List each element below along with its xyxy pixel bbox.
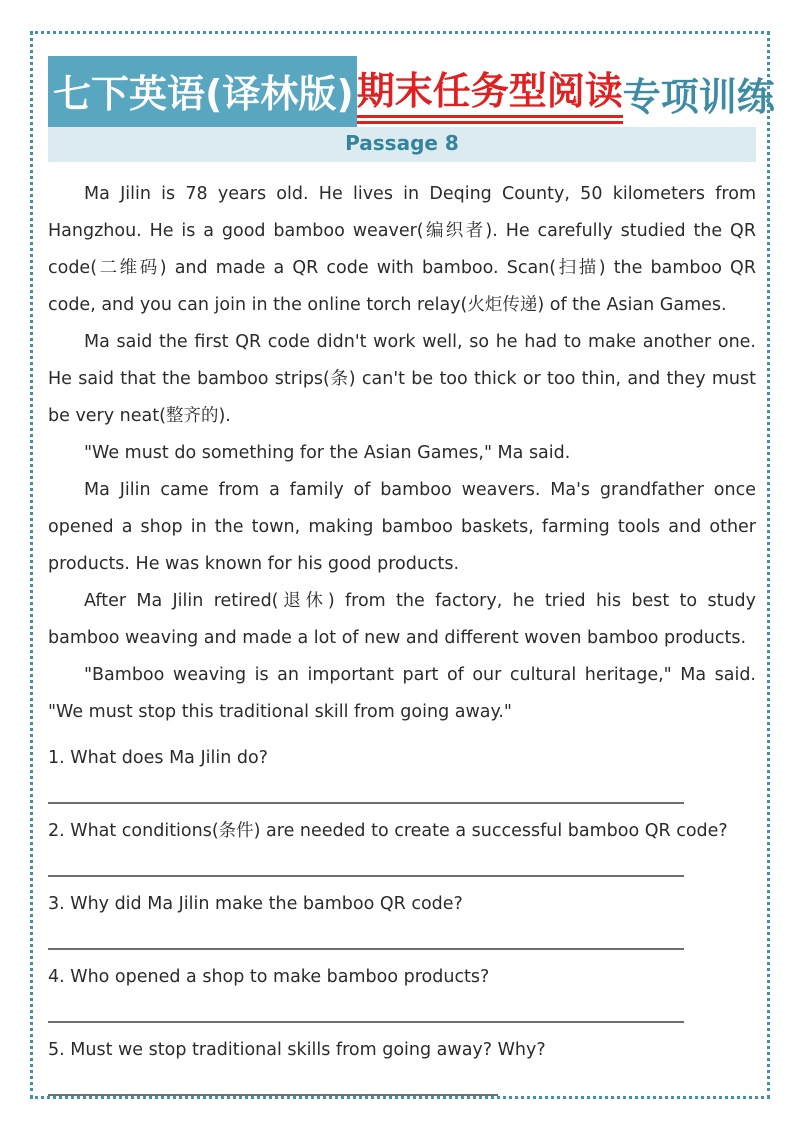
answer-line-5 — [48, 1094, 498, 1096]
answer-line-4 — [48, 1021, 684, 1023]
question-5: 5. Must we stop traditional skills from going away? Why? — [48, 1040, 546, 1060]
question-3: 3. Why did Ma Jilin make the bamboo QR code? — [48, 894, 463, 914]
passage-paragraph: After Ma Jilin retired(退休) from the factory, he tried his best to study bamboo weaving and made a lot of new and different woven bamboo products. — [48, 591, 756, 648]
question-2: 2. What conditions(条件) are needed to create a successful bamboo QR code? — [48, 821, 728, 841]
title-segment-special-training: 专项训练 — [622, 75, 775, 119]
passage-paragraph: "We must do something for the Asian Games," Ma said. — [84, 443, 571, 463]
answer-line-1 — [48, 802, 684, 804]
answer-line-3 — [48, 948, 684, 950]
passage-number-label: Passage 8 — [345, 131, 459, 155]
question-section — [48, 744, 756, 1096]
answer-line-2 — [48, 875, 684, 877]
title-segment-book-edition: 七下英语(译林版) — [48, 56, 357, 127]
question-4: 4. Who opened a shop to make bamboo products? — [48, 967, 490, 987]
passage-paragraph: "Bamboo weaving is an important part of our cultural heritage," Ma said. "We must stop this traditional skill from going away." — [48, 665, 756, 722]
worksheet-content — [48, 56, 775, 1096]
worksheet-title — [48, 56, 775, 127]
passage-paragraph: Ma Jilin came from a family of bamboo weavers. Ma's grandfather once opened a shop in the town, making bamboo baskets, farming tools and other products. He was known for his good products. — [48, 480, 756, 574]
reading-passage — [48, 176, 756, 731]
passage-number-bar — [48, 127, 756, 162]
title-segment-task-reading: 期末任务型阅读 — [357, 60, 623, 124]
passage-paragraph: Ma said the first QR code didn't work well, so he had to make another one. He said that the bamboo strips(条) can't be too thick or too thin, and they must be very neat(整齐的). — [48, 332, 756, 426]
passage-paragraph: Ma Jilin is 78 years old. He lives in Deqing County, 50 kilometers from Hangzhou. He is a good bamboo weaver(编织者). He carefully studied the QR code(二维码) and made a QR code with bamboo. Scan(扫描) the bamboo QR code, and you can join in the online torch relay(火炬传递) of the Asian Games. — [48, 184, 756, 315]
question-1: 1. What does Ma Jilin do? — [48, 748, 268, 768]
